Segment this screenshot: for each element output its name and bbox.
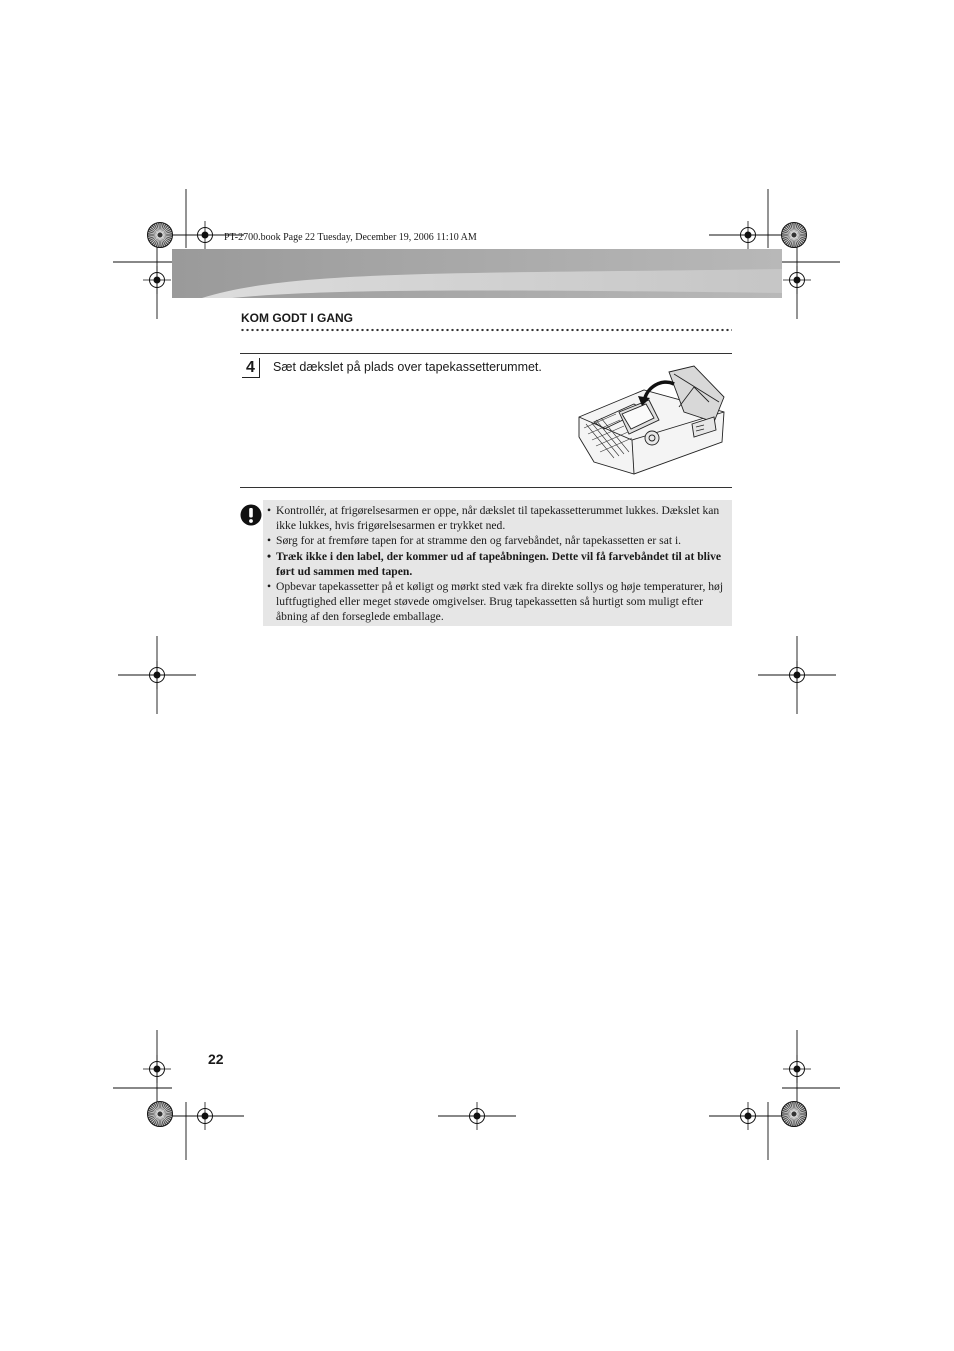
section-title: KOM GODT I GANG [241,311,353,325]
header-bar [172,249,782,298]
labeler-illustration [574,362,734,480]
bullet: • [267,504,272,517]
book-info: PT-2700.book Page 22 Tuesday, December 19, 2006 11:10 AM [224,232,477,243]
step-number: 4 [242,358,260,378]
caution-item [267,503,728,533]
bullet: • [267,549,272,563]
caution-list [267,503,728,625]
caution-item [267,579,728,625]
step-top-rule [240,353,732,354]
caution-item-text: Sørg for at fremføre tapen for at stramme den og farvebåndet, når tapekassetten er sat i. [276,534,682,548]
dotted-divider [240,328,732,332]
caution-item-text: Træk ikke i den label, der kommer ud af tapeåbningen. Dette vil få farvebåndet til at blive ført ud sammen med tapen. [276,549,722,578]
step-bottom-rule [240,487,732,488]
bullet: • [267,534,272,548]
caution-item [267,533,728,548]
caution-item-text: Opbevar tapekassetter på et køligt og mørkt sted væk fra direkte sollys og høje temperaturer, høj luftfugtighed eller meget støvede omgivelser. Brug tapekassetten så hurtigt som muligt efter åbning af den forseglede emballage. [276,580,724,624]
caution-item [267,549,728,579]
bullet: • [267,580,272,594]
exclamation-circle-icon [240,504,262,526]
step-instruction: Sæt dækslet på plads over tapekassetterummet. [273,360,542,374]
caution-note [263,500,732,626]
page-number: 22 [208,1051,224,1067]
caution-item-text: Kontrollér, at frigørelsesarmen er oppe, når dækslet til tapekassetterummet lukkes. Dækslet kan ikke lukkes, hvis frigørelsesarmen er trykket ned. [276,504,720,533]
